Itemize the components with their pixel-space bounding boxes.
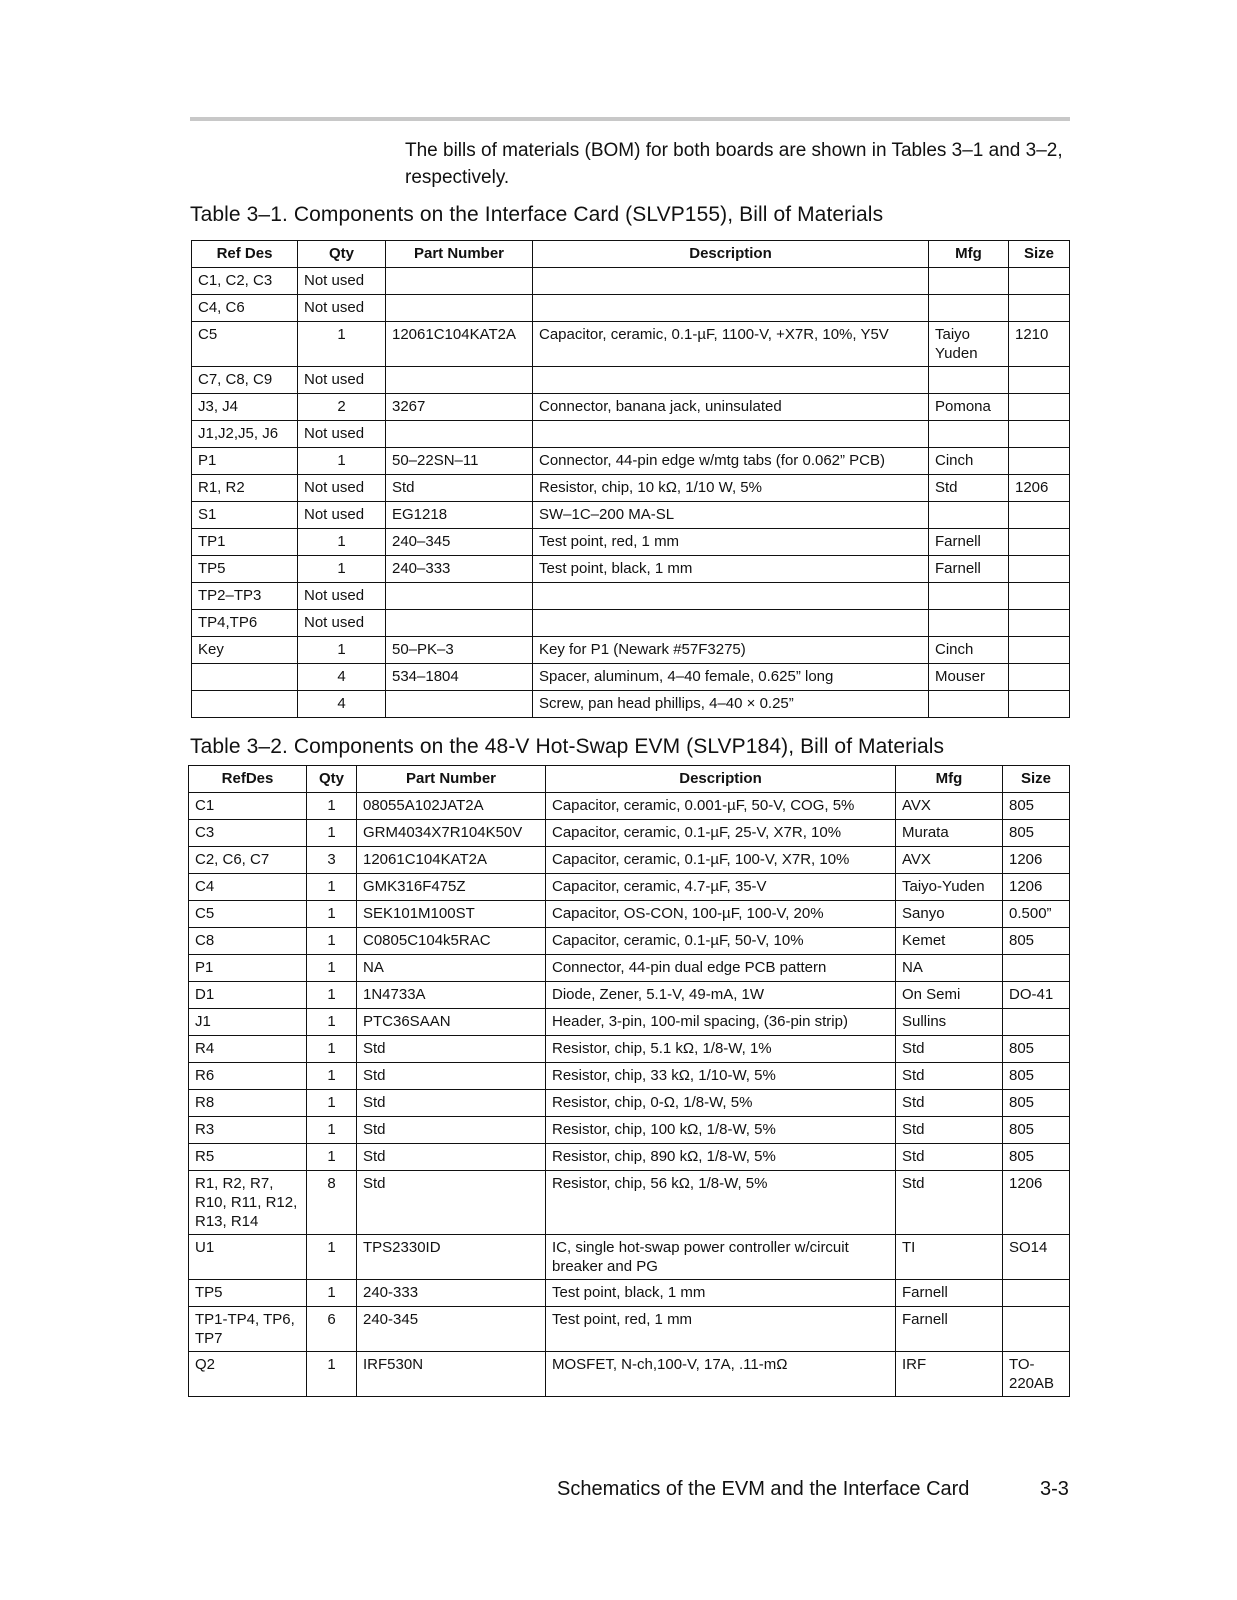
mfg-cell: AVX [896, 847, 1003, 874]
size-cell [1009, 556, 1070, 583]
size-cell [1009, 583, 1070, 610]
description-cell: MOSFET, N-ch,100-V, 17A, .11-mΩ [546, 1352, 896, 1397]
description-cell: Resistor, chip, 33 kΩ, 1/10-W, 5% [546, 1063, 896, 1090]
part-number-cell: GMK316F475Z [357, 874, 546, 901]
size-cell [1009, 610, 1070, 637]
table-header-row [189, 766, 1070, 793]
mfg-cell: Cinch [929, 637, 1009, 664]
part-number-cell: NA [357, 955, 546, 982]
size-cell [1003, 1009, 1070, 1036]
mfg-cell [929, 421, 1009, 448]
table-row [192, 394, 1070, 421]
description-cell [533, 268, 929, 295]
ref-des-cell: C5 [189, 901, 307, 928]
intro-paragraph: The bills of materials (BOM) for both boards are shown in Tables 3–1 and 3–2, respectively. [405, 140, 1063, 188]
mfg-cell: Murata [896, 820, 1003, 847]
qty-cell: 1 [307, 1280, 357, 1307]
ref-des-cell: R8 [189, 1090, 307, 1117]
mfg-cell [929, 295, 1009, 322]
size-cell [1009, 295, 1070, 322]
mfg-cell: Std [896, 1171, 1003, 1235]
ref-des-cell: U1 [189, 1235, 307, 1280]
table-row [192, 322, 1070, 367]
size-cell [1009, 367, 1070, 394]
ref-des-cell: C3 [189, 820, 307, 847]
table-row [189, 982, 1070, 1009]
ref-des-cell: D1 [189, 982, 307, 1009]
size-cell: 805 [1003, 1090, 1070, 1117]
size-cell [1009, 691, 1070, 718]
description-cell: Test point, red, 1 mm [546, 1307, 896, 1352]
description-cell [533, 367, 929, 394]
description-cell: Connector, 44-pin edge w/mtg tabs (for 0.062” PCB) [533, 448, 929, 475]
table-row [189, 1352, 1070, 1397]
mfg-cell: Farnell [929, 556, 1009, 583]
part-number-cell: GRM4034X7R104K50V [357, 820, 546, 847]
table-row [192, 691, 1070, 718]
bom-table-interface-card [191, 240, 1070, 718]
part-number-cell: Std [357, 1063, 546, 1090]
table-row [189, 820, 1070, 847]
table-row [189, 1036, 1070, 1063]
table-row [189, 1307, 1070, 1352]
description-cell: SW–1C–200 MA-SL [533, 502, 929, 529]
size-cell: 805 [1003, 928, 1070, 955]
size-cell: TO-220AB [1003, 1352, 1070, 1397]
part-number-cell: TPS2330ID [357, 1235, 546, 1280]
size-cell [1009, 502, 1070, 529]
mfg-cell: Std [896, 1144, 1003, 1171]
table-row [192, 502, 1070, 529]
table-row [189, 901, 1070, 928]
description-cell: Capacitor, OS-CON, 100-µF, 100-V, 20% [546, 901, 896, 928]
table-row [192, 583, 1070, 610]
qty-cell: Not used [298, 268, 386, 295]
ref-des-cell: C5 [192, 322, 298, 367]
qty-cell: Not used [298, 583, 386, 610]
table-row [189, 1090, 1070, 1117]
mfg-cell: Sanyo [896, 901, 1003, 928]
col-header: Part Number [357, 766, 546, 793]
ref-des-cell: C4 [189, 874, 307, 901]
description-cell: Resistor, chip, 0-Ω, 1/8-W, 5% [546, 1090, 896, 1117]
ref-des-cell: TP4,TP6 [192, 610, 298, 637]
description-cell: Resistor, chip, 890 kΩ, 1/8-W, 5% [546, 1144, 896, 1171]
qty-cell: 1 [307, 874, 357, 901]
part-number-cell [386, 295, 533, 322]
description-cell: Resistor, chip, 100 kΩ, 1/8-W, 5% [546, 1117, 896, 1144]
table-row [192, 475, 1070, 502]
part-number-cell [386, 610, 533, 637]
ref-des-cell: J1 [189, 1009, 307, 1036]
table-row [189, 874, 1070, 901]
qty-cell: 1 [307, 1117, 357, 1144]
description-cell: Screw, pan head phillips, 4–40 × 0.25” [533, 691, 929, 718]
qty-cell: 1 [298, 637, 386, 664]
qty-cell: 2 [298, 394, 386, 421]
part-number-cell: Std [357, 1090, 546, 1117]
qty-cell: 1 [307, 793, 357, 820]
description-cell: Resistor, chip, 56 kΩ, 1/8-W, 5% [546, 1171, 896, 1235]
mfg-cell: Std [896, 1036, 1003, 1063]
table-row [192, 556, 1070, 583]
mfg-cell [929, 502, 1009, 529]
qty-cell: 1 [307, 982, 357, 1009]
size-cell [1003, 1280, 1070, 1307]
mfg-cell [929, 691, 1009, 718]
col-header: Size [1009, 241, 1070, 268]
size-cell: 805 [1003, 1063, 1070, 1090]
qty-cell: 1 [298, 322, 386, 367]
size-cell: SO14 [1003, 1235, 1070, 1280]
table-row [192, 367, 1070, 394]
description-cell [533, 583, 929, 610]
description-cell: Resistor, chip, 5.1 kΩ, 1/8-W, 1% [546, 1036, 896, 1063]
table-row [192, 268, 1070, 295]
description-cell: Diode, Zener, 5.1-V, 49-mA, 1W [546, 982, 896, 1009]
size-cell: 1206 [1003, 874, 1070, 901]
description-cell [533, 421, 929, 448]
ref-des-cell: C8 [189, 928, 307, 955]
size-cell: DO-41 [1003, 982, 1070, 1009]
part-number-cell: 50–PK–3 [386, 637, 533, 664]
col-header: Qty [307, 766, 357, 793]
ref-des-cell [192, 691, 298, 718]
size-cell: 1206 [1009, 475, 1070, 502]
col-header: Description [546, 766, 896, 793]
mfg-cell [929, 367, 1009, 394]
table-row [192, 529, 1070, 556]
qty-cell: 1 [307, 955, 357, 982]
part-number-cell: C0805C104k5RAC [357, 928, 546, 955]
qty-cell: 1 [298, 529, 386, 556]
ref-des-cell: C4, C6 [192, 295, 298, 322]
qty-cell: 1 [307, 928, 357, 955]
part-number-cell: PTC36SAAN [357, 1009, 546, 1036]
col-header: Mfg [929, 241, 1009, 268]
mfg-cell: TI [896, 1235, 1003, 1280]
part-number-cell: Std [357, 1117, 546, 1144]
description-cell: IC, single hot-swap power controller w/circuit breaker and PG [546, 1235, 896, 1280]
ref-des-cell: P1 [189, 955, 307, 982]
part-number-cell: 08055A102JAT2A [357, 793, 546, 820]
ref-des-cell [192, 664, 298, 691]
ref-des-cell: TP5 [192, 556, 298, 583]
part-number-cell: IRF530N [357, 1352, 546, 1397]
description-cell: Capacitor, ceramic, 4.7-µF, 35-V [546, 874, 896, 901]
page-number: 3-3 [1040, 1478, 1069, 1500]
mfg-cell: Pomona [929, 394, 1009, 421]
size-cell: 0.500” [1003, 901, 1070, 928]
size-cell: 805 [1003, 1036, 1070, 1063]
table-row [189, 1009, 1070, 1036]
part-number-cell: Std [357, 1036, 546, 1063]
part-number-cell [386, 367, 533, 394]
mfg-cell: On Semi [896, 982, 1003, 1009]
ref-des-cell: J1,J2,J5, J6 [192, 421, 298, 448]
ref-des-cell: J3, J4 [192, 394, 298, 421]
ref-des-cell: R6 [189, 1063, 307, 1090]
qty-cell: 1 [307, 820, 357, 847]
description-cell: Capacitor, ceramic, 0.1-µF, 1100-V, +X7R, 10%, Y5V [533, 322, 929, 367]
description-cell: Capacitor, ceramic, 0.1-µF, 100-V, X7R, 10% [546, 847, 896, 874]
qty-cell: 1 [307, 1036, 357, 1063]
table-row [189, 847, 1070, 874]
col-header: Ref Des [192, 241, 298, 268]
ref-des-cell: R3 [189, 1117, 307, 1144]
mfg-cell: Farnell [896, 1280, 1003, 1307]
mfg-cell: Farnell [929, 529, 1009, 556]
ref-des-cell: R4 [189, 1036, 307, 1063]
qty-cell: Not used [298, 367, 386, 394]
qty-cell: 4 [298, 664, 386, 691]
mfg-cell: NA [896, 955, 1003, 982]
table-row [192, 448, 1070, 475]
description-cell: Capacitor, ceramic, 0.001-µF, 50-V, COG, 5% [546, 793, 896, 820]
ref-des-cell: P1 [192, 448, 298, 475]
col-header: Qty [298, 241, 386, 268]
part-number-cell [386, 268, 533, 295]
size-cell: 805 [1003, 1144, 1070, 1171]
part-number-cell: 1N4733A [357, 982, 546, 1009]
description-cell [533, 610, 929, 637]
ref-des-cell: C1, C2, C3 [192, 268, 298, 295]
description-cell [533, 295, 929, 322]
part-number-cell: 240–333 [386, 556, 533, 583]
mfg-cell: Sullins [896, 1009, 1003, 1036]
ref-des-cell: C7, C8, C9 [192, 367, 298, 394]
part-number-cell: 240–345 [386, 529, 533, 556]
part-number-cell: SEK101M100ST [357, 901, 546, 928]
description-cell: Connector, banana jack, uninsulated [533, 394, 929, 421]
col-header: Part Number [386, 241, 533, 268]
part-number-cell: 12061C104KAT2A [386, 322, 533, 367]
mfg-cell: Farnell [896, 1307, 1003, 1352]
description-cell: Key for P1 (Newark #57F3275) [533, 637, 929, 664]
table-row [189, 793, 1070, 820]
mfg-cell: Std [896, 1090, 1003, 1117]
part-number-cell: Std [386, 475, 533, 502]
part-number-cell: 3267 [386, 394, 533, 421]
description-cell: Capacitor, ceramic, 0.1-µF, 50-V, 10% [546, 928, 896, 955]
size-cell: 1206 [1003, 847, 1070, 874]
size-cell [1009, 448, 1070, 475]
table-row [189, 1280, 1070, 1307]
size-cell [1009, 664, 1070, 691]
part-number-cell: Std [357, 1144, 546, 1171]
qty-cell: Not used [298, 502, 386, 529]
mfg-cell: Taiyo Yuden [929, 322, 1009, 367]
qty-cell: 1 [298, 556, 386, 583]
table2-caption: Table 3–2. Components on the 48-V Hot-Swap EVM (SLVP184), Bill of Materials [190, 735, 945, 758]
ref-des-cell: TP1 [192, 529, 298, 556]
mfg-cell [929, 610, 1009, 637]
mfg-cell [929, 583, 1009, 610]
ref-des-cell: R1, R2, R7, R10, R11, R12, R13, R14 [189, 1171, 307, 1235]
description-cell: Test point, black, 1 mm [533, 556, 929, 583]
size-cell [1003, 1307, 1070, 1352]
description-cell: Test point, black, 1 mm [546, 1280, 896, 1307]
qty-cell: 1 [307, 1090, 357, 1117]
qty-cell: Not used [298, 475, 386, 502]
size-cell [1009, 637, 1070, 664]
table-row [189, 1171, 1070, 1235]
ref-des-cell: R1, R2 [192, 475, 298, 502]
table-row [189, 1063, 1070, 1090]
part-number-cell: 240-345 [357, 1307, 546, 1352]
mfg-cell [929, 268, 1009, 295]
part-number-cell [386, 691, 533, 718]
mfg-cell: AVX [896, 793, 1003, 820]
bom-table-hot-swap-evm [188, 765, 1070, 1397]
mfg-cell: Std [896, 1117, 1003, 1144]
ref-des-cell: TP2–TP3 [192, 583, 298, 610]
mfg-cell: Taiyo-Yuden [896, 874, 1003, 901]
table-header-row [192, 241, 1070, 268]
ref-des-cell: TP5 [189, 1280, 307, 1307]
size-cell: 805 [1003, 1117, 1070, 1144]
part-number-cell: 534–1804 [386, 664, 533, 691]
description-cell: Connector, 44-pin dual edge PCB pattern [546, 955, 896, 982]
part-number-cell: 50–22SN–11 [386, 448, 533, 475]
size-cell: 1206 [1003, 1171, 1070, 1235]
size-cell [1003, 955, 1070, 982]
part-number-cell [386, 421, 533, 448]
qty-cell: 1 [307, 1009, 357, 1036]
footer-title: Schematics of the EVM and the Interface Card [557, 1478, 970, 1500]
ref-des-cell: Key [192, 637, 298, 664]
table-row [189, 1235, 1070, 1280]
table-row [189, 1144, 1070, 1171]
table1-caption: Table 3–1. Components on the Interface Card (SLVP155), Bill of Materials [190, 203, 884, 226]
qty-cell: 1 [307, 1063, 357, 1090]
qty-cell: 1 [298, 448, 386, 475]
mfg-cell: Std [896, 1063, 1003, 1090]
ref-des-cell: TP1-TP4, TP6, TP7 [189, 1307, 307, 1352]
col-header: Size [1003, 766, 1070, 793]
qty-cell: 6 [307, 1307, 357, 1352]
mfg-cell: IRF [896, 1352, 1003, 1397]
part-number-cell [386, 583, 533, 610]
description-cell: Resistor, chip, 10 kΩ, 1/10 W, 5% [533, 475, 929, 502]
ref-des-cell: Q2 [189, 1352, 307, 1397]
part-number-cell: 12061C104KAT2A [357, 847, 546, 874]
part-number-cell: 240-333 [357, 1280, 546, 1307]
table-row [189, 928, 1070, 955]
table-row [192, 637, 1070, 664]
size-cell [1009, 421, 1070, 448]
mfg-cell: Mouser [929, 664, 1009, 691]
table-row [192, 610, 1070, 637]
ref-des-cell: C2, C6, C7 [189, 847, 307, 874]
table-row [189, 1117, 1070, 1144]
qty-cell: Not used [298, 295, 386, 322]
size-cell: 805 [1003, 793, 1070, 820]
qty-cell: 1 [307, 1235, 357, 1280]
qty-cell: Not used [298, 610, 386, 637]
mfg-cell: Kemet [896, 928, 1003, 955]
qty-cell: 8 [307, 1171, 357, 1235]
size-cell: 1210 [1009, 322, 1070, 367]
size-cell [1009, 268, 1070, 295]
part-number-cell: Std [357, 1171, 546, 1235]
description-cell: Test point, red, 1 mm [533, 529, 929, 556]
size-cell [1009, 394, 1070, 421]
ref-des-cell: S1 [192, 502, 298, 529]
col-header: Mfg [896, 766, 1003, 793]
qty-cell: Not used [298, 421, 386, 448]
part-number-cell: EG1218 [386, 502, 533, 529]
table-row [192, 295, 1070, 322]
ref-des-cell: R5 [189, 1144, 307, 1171]
ref-des-cell: C1 [189, 793, 307, 820]
col-header: Description [533, 241, 929, 268]
size-cell: 805 [1003, 820, 1070, 847]
size-cell [1009, 529, 1070, 556]
qty-cell: 1 [307, 1352, 357, 1397]
col-header: RefDes [189, 766, 307, 793]
qty-cell: 4 [298, 691, 386, 718]
description-cell: Header, 3-pin, 100-mil spacing, (36-pin strip) [546, 1009, 896, 1036]
description-cell: Capacitor, ceramic, 0.1-µF, 25-V, X7R, 10% [546, 820, 896, 847]
table-row [192, 421, 1070, 448]
table-row [192, 664, 1070, 691]
mfg-cell: Cinch [929, 448, 1009, 475]
qty-cell: 3 [307, 847, 357, 874]
header-rule [190, 117, 1070, 121]
description-cell: Spacer, aluminum, 4–40 female, 0.625” long [533, 664, 929, 691]
table-row [189, 955, 1070, 982]
qty-cell: 1 [307, 901, 357, 928]
qty-cell: 1 [307, 1144, 357, 1171]
mfg-cell: Std [929, 475, 1009, 502]
